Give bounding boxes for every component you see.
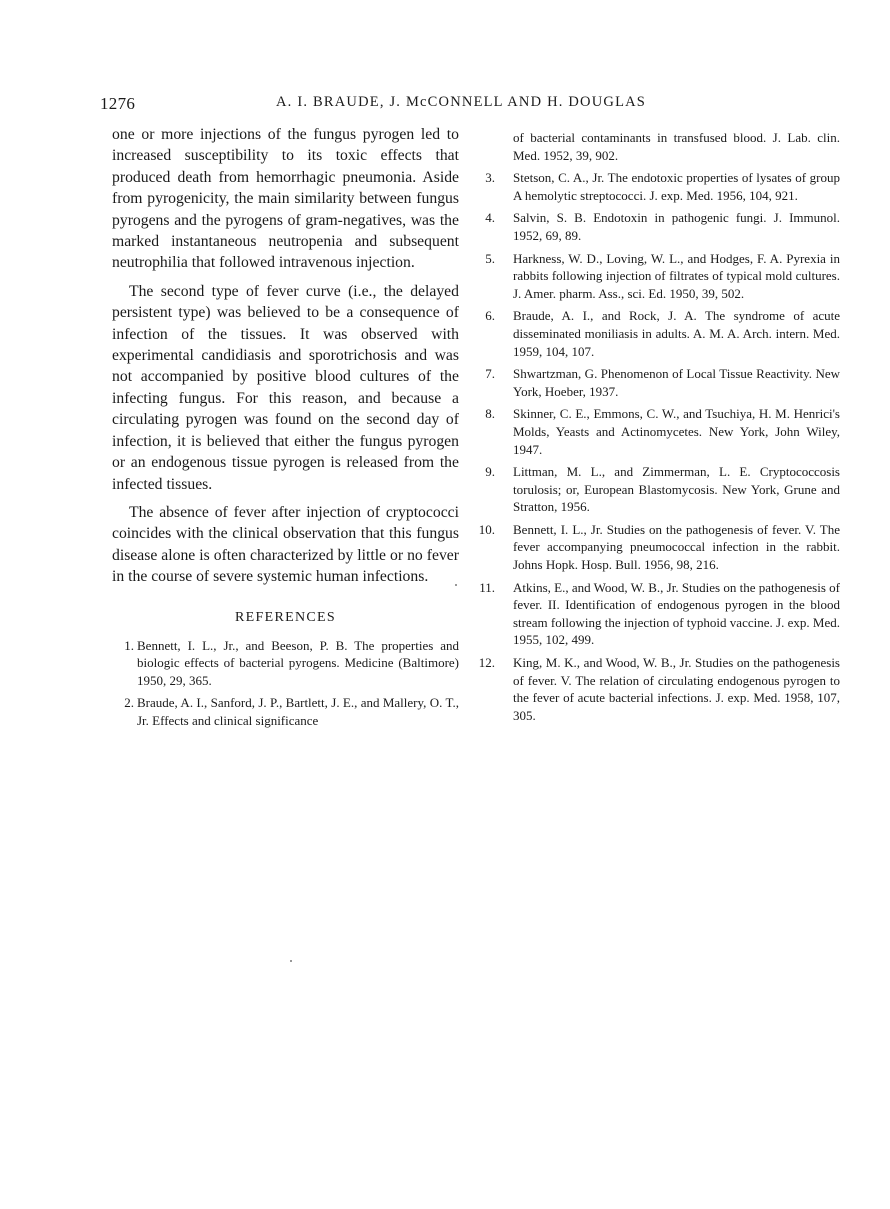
reference-number: 7.	[485, 366, 495, 382]
reference-text: Skinner, C. E., Emmons, C. W., and Tsuchiya, H. M. Henrici's Molds, Yeasts and Actinomycetes. New York, John Wiley, 1947.	[513, 406, 840, 457]
reference-item	[475, 579, 840, 649]
body-paragraph: The second type of fever curve (i.e., the delayed persistent type) was believed to be a consequence of infection of the tissues. It was observed with experimental candidiasis and sporotrichosis and was not accompanied by positive blood cultures of the infecting fungus. For this reason, and because a circulating pyrogen was found on the second day of infection, it is believed that either the fungus pyrogen or an endogenous tissue pyrogen is released from the infected tissues.	[112, 282, 459, 493]
reference-number: 9.	[485, 464, 495, 480]
reference-number: 3.	[485, 170, 495, 186]
reference-item	[475, 463, 840, 516]
reference-item	[475, 169, 840, 204]
running-head: A. I. BRAUDE, J. McCONNELL AND H. DOUGLAS	[276, 94, 647, 110]
reference-item	[112, 694, 459, 729]
reference-number: 6.	[485, 308, 495, 324]
reference-item	[112, 637, 459, 690]
references-heading: REFERENCES	[235, 609, 336, 625]
reference-item	[475, 307, 840, 360]
reference-number: 10.	[478, 521, 495, 537]
reference-item	[475, 654, 840, 724]
reference-item	[475, 209, 840, 244]
reference-text: King, M. K., and Wood, W. B., Jr. Studies on the pathogenesis of fever. V. The relation of circulating endogenous pyrogen to the fever of acute bacterial infections. J. exp. Med. 1958, 107, 305.	[513, 655, 840, 723]
reference-number: 1.	[124, 637, 134, 653]
body-paragraph: one or more injections of the fungus pyrogen led to increased susceptibility to its toxic effects that produced death from hemorrhagic pneumonia. Aside from pyrogenicity, the main similarity between fungus pyrogens and the pyrogens of gram-negatives, was the marked instantaneous neutropenia and subsequent neutrophilia that followed intravenous injection.	[112, 126, 459, 272]
scan-speck	[290, 960, 292, 962]
reference-continuation: of bacterial contaminants in transfused blood. J. Lab. clin. Med. 1952, 39, 902.	[513, 130, 840, 163]
reference-number: 2.	[124, 695, 134, 711]
reference-text: Atkins, E., and Wood, W. B., Jr. Studies on the pathogenesis of fever. II. Identification of endogenous pyrogen in the blood stream following the injection of typhoid vaccine. J. exp. Med. 1955, 102, 499.	[513, 579, 840, 648]
scan-speck	[455, 584, 457, 586]
reference-text: Harkness, W. D., Loving, W. L., and Hodges, F. A. Pyrexia in rabbits following injection of filtrates of typical mold cultures. J. Amer. pharm. Ass., sci. Ed. 1950, 39, 502.	[513, 250, 840, 301]
reference-text: Braude, A. I., Sanford, J. P., Bartlett, J. E., and Mallery, O. T., Jr. Effects and clinical significance	[137, 695, 459, 728]
body-paragraph: The absence of fever after injection of cryptococci coincides with the clinical observation that this fungus disease alone is often characterized by little or no fever in the course of severe systemic human infections.	[112, 503, 459, 586]
references-list	[475, 169, 840, 724]
reference-text: Salvin, S. B. Endotoxin in pathogenic fungi. J. Immunol. 1952, 69, 89.	[513, 210, 840, 243]
page-number: 1276	[100, 94, 136, 113]
reference-number: 11.	[479, 579, 495, 595]
reference-text: Shwartzman, G. Phenomenon of Local Tissue Reactivity. New York, Hoeber, 1937.	[513, 366, 840, 399]
reference-text: Braude, A. I., and Rock, J. A. The syndrome of acute disseminated moniliasis in adults. A. M. A. Arch. intern. Med. 1959, 104, 107.	[513, 308, 840, 359]
reference-item	[475, 405, 840, 458]
reference-number: 5.	[485, 250, 495, 266]
left-column	[112, 124, 459, 735]
reference-text: Bennett, I. L., Jr., and Beeson, P. B. The properties and biologic effects of bacterial pyrogens. Medicine (Baltimore) 1950, 29, 365.	[137, 637, 459, 688]
reference-item	[475, 365, 840, 400]
reference-text: Bennett, I. L., Jr. Studies on the pathogenesis of fever. V. The fever accompanying pneumococcal infection in the rabbit. Johns Hopk. Hosp. Bull. 1956, 98, 216.	[513, 521, 840, 573]
reference-number: 4.	[485, 210, 495, 226]
reference-item	[475, 521, 840, 574]
reference-text: Stetson, C. A., Jr. The endotoxic properties of lysates of group A hemolytic streptococci. J. exp. Med. 1956, 104, 921.	[513, 170, 840, 203]
right-column	[475, 129, 840, 729]
page-header	[100, 94, 790, 114]
reference-number: 12.	[478, 655, 495, 671]
reference-text: Littman, M. L., and Zimmerman, L. E. Cryptococcosis torulosis; or, European Blastomycosis. New York, Grune and Stratton, 1956.	[513, 464, 840, 515]
reference-item	[475, 250, 840, 303]
reference-number: 8.	[485, 406, 495, 422]
